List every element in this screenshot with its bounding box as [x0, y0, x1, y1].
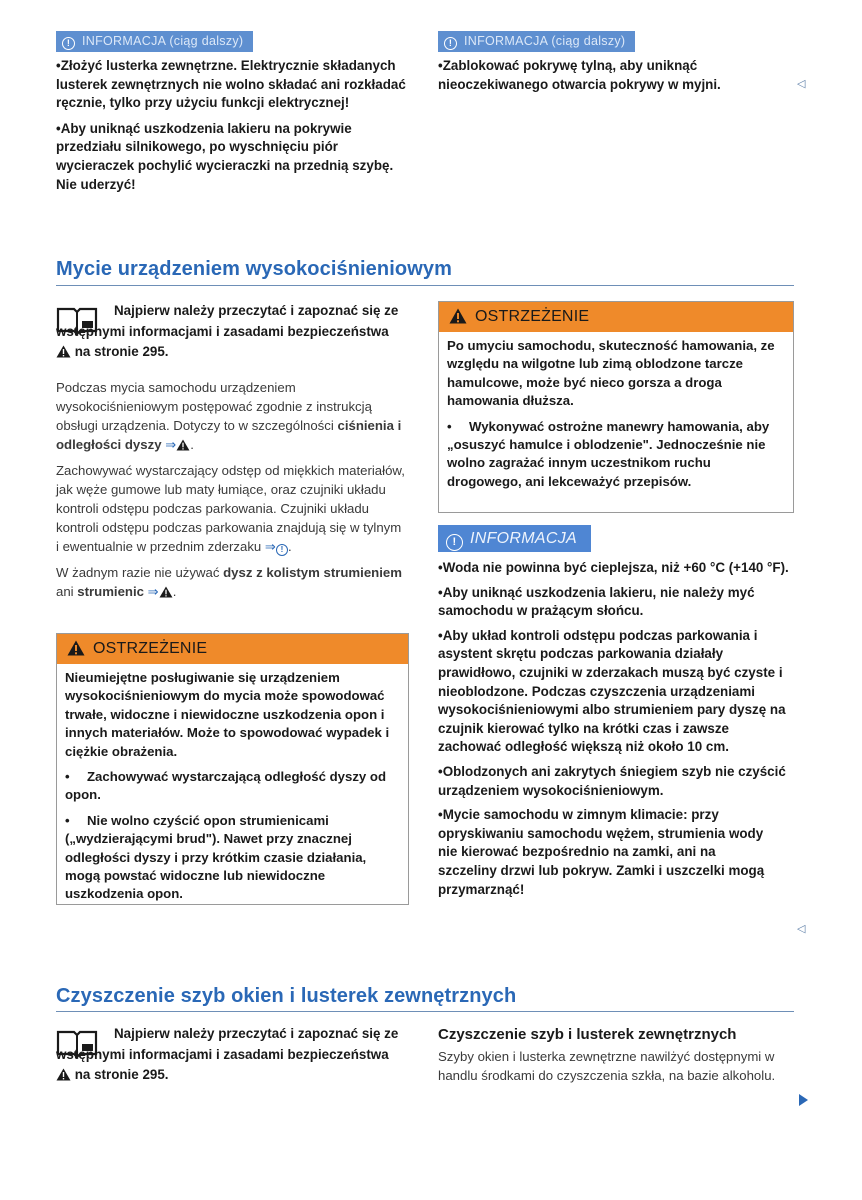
info-tab: ! INFORMACJA (ciąg dalszy) — [438, 31, 635, 52]
warning-triangle-icon — [56, 345, 71, 358]
list-item: • Wykonywać ostrożne manewry hamowania, aby „osuszyć hamulce i oblodzenie". Jednocześnie nie wolno zagrażać innym uczestnikom ruchu drogowego, ani lekceważyć przepisów. — [447, 418, 770, 489]
top-right-info-continued — [438, 31, 796, 94]
info-icon: ! — [62, 37, 75, 50]
list-item: •Aby uniknąć uszkodzenia lakieru na pokrywie przedziału silnikowego, po wyschnięciu piór wycieraczek pochylić wycieraczki na przednią szybę. Nie uderzyć! — [56, 120, 394, 192]
intro-note: Najpierw należy przeczytać i zapoznać się ze wstępnymi informacjami i zasadami bezpieczeństwa na stronie 295. — [56, 1026, 399, 1082]
warning-header: OSTRZEŻENIE — [57, 634, 408, 664]
list-item: •Aby uniknąć uszkodzenia lakieru, nie należy myć samochodu w prażącym słońcu. — [438, 584, 755, 619]
paragraph: W żadnym razie nie używać dysz z kolistym strumieniem ani strumienic ⇒ . — [56, 565, 402, 599]
subsection-title: Czyszczenie szyb i lusterek zewnętrznych — [438, 1026, 737, 1043]
info-tab: ! INFORMACJA (ciąg dalszy) — [56, 31, 253, 52]
info-tab: ! INFORMACJA — [438, 525, 591, 552]
info-section — [438, 525, 794, 899]
list-item: •Zablokować pokrywę tylną, aby uniknąć nieoczekiwanego otwarcia pokrywy w myjni. — [438, 58, 721, 92]
info-icon: ! — [276, 544, 288, 556]
info-icon: ! — [444, 37, 457, 50]
paragraph: Szyby okien i lusterka zewnętrzne nawilżyć dostępnymi w handlu środkami do czyszczenia szkła, na bazie alkoholu. — [438, 1049, 776, 1083]
list-item: •Aby układ kontroli odstępu podczas parkowania i asystent skrętu podczas parkowania działały prawidłowo, czujniki w zderzakach muszą być czyste i nieoblodzone. Podczas czyszczenia urządzeniami wysokociśnieniowymi albo strumieniem pary dyszę na czujnik kierować tylko na krótki czas i zawsze zachować odległość większą niż około 10 cm. — [438, 627, 786, 755]
warning-triangle-icon — [449, 308, 467, 324]
section-end-marker: ◁ — [797, 78, 806, 90]
warning-triangle-icon — [67, 640, 85, 656]
paragraph: Zachowywać wystarczający odstęp od miękkich materiałów, jak węże gumowe lub maty łumiące, oraz czujniki układu kontroli odstępu podczas parkowania. Czujniki układu kontroli odstępu podczas parkowania znajdują się w tylnym i ewentualnie w przednim zderzaku ⇒ ! . — [56, 463, 405, 554]
list-item: •Woda nie powinna być cieplejsza, niż +60 °C (+140 °F). — [438, 560, 789, 575]
warning-triangle-icon — [56, 1068, 71, 1081]
list-item: • Nie wolno czyścić opon strumienicami („wydzierającymi brud"). Nawet przy znacznej odległości dyszy i przy krótkim czasie działania, mogą powstać widoczne lub niewidoczne uszkodzenia opon. — [65, 812, 367, 902]
list-item: •Mycie samochodu w zimnym klimacie: przy opryskiwaniu samochodu wężem, strumienia wody nie kierować bezpośrednio na zamki, ani na szczeliny drzwi lub pokryw. Zamki i uszczelki mogą przymarznąć! — [438, 807, 765, 897]
body-text — [56, 378, 406, 601]
warning-triangle-icon — [159, 586, 173, 598]
subsection — [438, 1026, 794, 1085]
top-left-info-continued — [56, 31, 406, 194]
list-item: •Oblodzonych ani zakrytych śniegiem szyb nie czyścić urządzeniem wysokociśnieniowym. — [438, 763, 786, 798]
list-item: •Złożyć lusterka zewnętrzne. Elektrycznie składanych lusterek zewnętrznych nie wolno składać ani rozkładać ręcznie, tylko przy użyciu funkcji elektrycznej! — [56, 58, 406, 111]
warning-header: OSTRZEŻENIE — [439, 302, 793, 332]
warning-box: OSTRZEŻENIE Po umyciu samochodu, skuteczność hamowania, ze względu na wilgotne lub zimą oblodzone tarcze hamulcowe, może być nieco gorsza a droga hamowania dłuższa. • Wykonywać ostrożne manewry hamowania, aby „osuszyć hamulce i oblodzenie". Jednocześnie nie wolno zagrażać innym uczestnikom ruchu drogowego, ani lekceważyć przepisów. — [438, 301, 794, 513]
section-end-marker: ◁ — [797, 923, 806, 935]
warning-box: OSTRZEŻENIE Nieumiejętne posługiwanie się urządzeniem wysokociśnieniowym do mycia może spowodować trwałe, widoczne i niewidoczne uszkodzenia opon i innych materiałów. Może to spowodować wypadek i ciężkie obrażenia. • Zachowywać wystarczającą odległość dyszy od opon. • Nie wolno czyścić opon strumienicami („wydzierającymi brud"). Nawet przy znacznej odległości dyszy i przy krótkim czasie działania, mogą powstać widoczne lub niewidoczne uszkodzenia opon. — [56, 633, 409, 905]
section-divider — [56, 1011, 794, 1012]
section-title: Mycie urządzeniem wysokociśnieniowym — [56, 258, 452, 280]
warning-triangle-icon — [176, 439, 190, 451]
next-page-arrow-icon[interactable] — [799, 1094, 808, 1106]
section-title: Czyszczenie szyb okien i lusterek zewnętrznych — [56, 985, 517, 1007]
paragraph: Podczas mycia samochodu urządzeniem wysokociśnieniowym postępować zgodnie z instrukcją obsługi urządzenia. Dotyczy to w szczególności ciśnienia i odległości dyszy ⇒ . — [56, 380, 402, 452]
section-divider — [56, 285, 794, 286]
list-item: • Zachowywać wystarczającą odległość dyszy od opon. — [65, 769, 387, 803]
info-icon: ! — [446, 534, 463, 551]
intro-note: Najpierw należy przeczytać i zapoznać się ze wstępnymi informacjami i zasadami bezpieczeństwa na stronie 295. — [56, 303, 399, 359]
